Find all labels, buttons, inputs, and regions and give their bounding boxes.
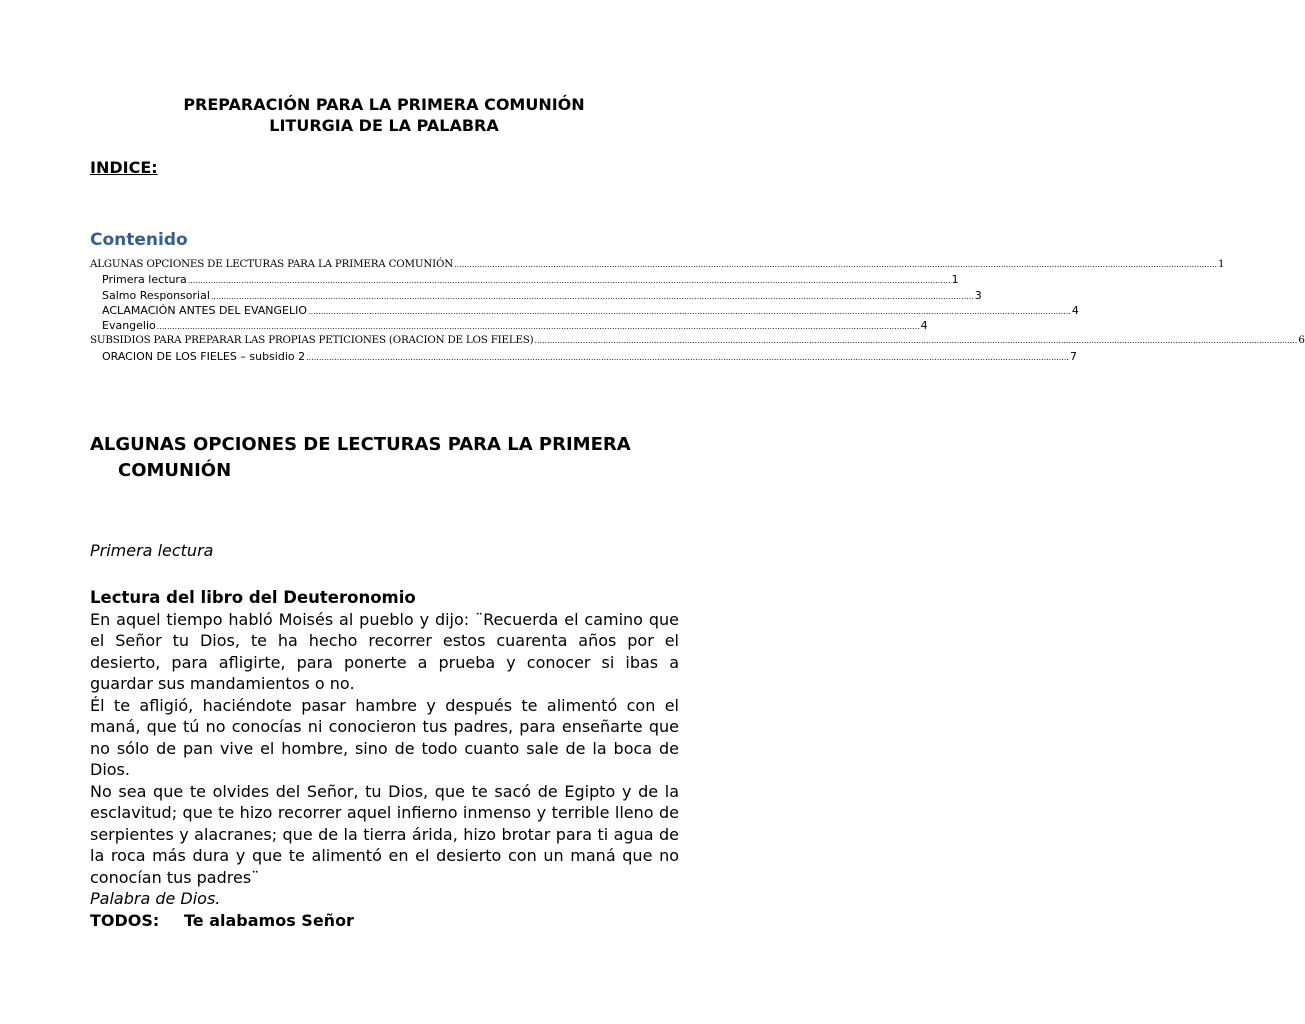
toc-entry-page: 4 <box>920 319 928 333</box>
toc-entry-text: Evangelio <box>102 319 156 333</box>
toc-entry-text: ORACION DE LOS FIELES – subsidio 2 <box>102 349 306 363</box>
toc-leader-dots: ............................................................................................................................................................................................................................................................................................................ <box>156 322 920 332</box>
toc-heading: Contenido <box>90 230 188 250</box>
toc-entry[interactable] <box>90 318 928 333</box>
toc-entry-text: Primera lectura <box>102 273 187 287</box>
toc-entry[interactable] <box>90 288 982 303</box>
toc-entry-page: 7 <box>1070 349 1077 363</box>
toc-leader-dots: ............................................................................................................................................................................................................................................................................................................ <box>187 276 951 286</box>
toc-entry[interactable] <box>90 333 1305 348</box>
toc-entry-page: 1 <box>1217 258 1225 270</box>
response-text: Te alabamos Señor <box>184 910 354 930</box>
toc-entry-text: Salmo Responsorial <box>102 288 210 302</box>
toc-leader-dots: ............................................................................................................................................................................................................................................................................................................ <box>210 291 974 301</box>
toc-leader-dots: ............................................................................................................................................................................................................................................................................................................ <box>534 336 1298 346</box>
toc-entry-page: 4 <box>1071 303 1079 317</box>
reading-block <box>90 587 679 931</box>
reading-paragraph: No sea que te olvides del Señor, tu Dios, que te sacó de Egipto y de la esclavitud; que te hizo recorrer aquel infierno inmenso y terrible lleno de serpientes y alacranes; que de la tierra árida, hizo brotar para ti agua de la roca más dura y que te alimentó en el desierto con un maná que no conocían tus padres¨ <box>90 781 679 887</box>
toc-leader-dots: ............................................................................................................................................................................................................................................................................................................ <box>454 260 1217 269</box>
reading-closing: Palabra de Dios. <box>90 889 221 908</box>
congregation-response <box>90 910 679 932</box>
reading-paragraph: Él te afligió, haciéndote pasar hambre y después te alimentó con el maná, que tú no conocías ni conocieron tus padres, para enseñarte que no sólo de pan vive el hombre, sino de todo cuanto sale de la boca de Dios. <box>90 695 679 779</box>
reading-title: Lectura del libro del Deuteronomio <box>90 588 416 607</box>
toc-entry-page: 1 <box>951 273 959 287</box>
reading-paragraph: En aquel tiempo habló Moisés al pueblo y dijo: ¨Recuerda el camino que el Señor tu Dios, te ha hecho recorrer estos cuarenta años por el desierto, para afligirte, para ponerte a prueba y conocer si ibas a guardar sus mandamientos o no. <box>90 609 679 693</box>
toc-leader-dots: ............................................................................................................................................................................................................................................................................................................ <box>306 352 1069 362</box>
toc-entry-page: 6 <box>1298 334 1305 347</box>
document-title-line-1: PREPARACIÓN PARA LA PRIMERA COMUNIÓN <box>183 95 585 114</box>
section-heading: ALGUNAS OPCIONES DE LECTURAS PARA LA PRIMERA COMUNIÓN <box>90 434 631 481</box>
indice-label: INDICE: <box>90 158 158 177</box>
subsection-heading: Primera lectura <box>90 541 214 560</box>
toc-entry[interactable] <box>90 349 1077 364</box>
toc-entry-text: SUBSIDIOS PARA PREPARAR LAS PROPIAS PETICIONES (ORACION DE LOS FIELES) <box>90 334 534 347</box>
toc-leader-dots: ............................................................................................................................................................................................................................................................................................................ <box>308 306 1071 316</box>
toc-entry-text: ACLAMACIÓN ANTES DEL EVANGELIO <box>102 303 308 317</box>
document-title-line-2: LITURGIA DE LA PALABRA <box>269 116 499 135</box>
toc-entry-page: 3 <box>974 288 982 302</box>
toc-entry[interactable] <box>90 303 1079 318</box>
table-of-contents <box>90 257 1305 364</box>
toc-entry[interactable] <box>90 272 959 287</box>
toc-entry-text: ALGUNAS OPCIONES DE LECTURAS PARA LA PRIMERA COMUNIÓN <box>90 258 454 270</box>
response-label: TODOS: <box>90 910 160 930</box>
toc-entry[interactable] <box>90 257 1225 272</box>
